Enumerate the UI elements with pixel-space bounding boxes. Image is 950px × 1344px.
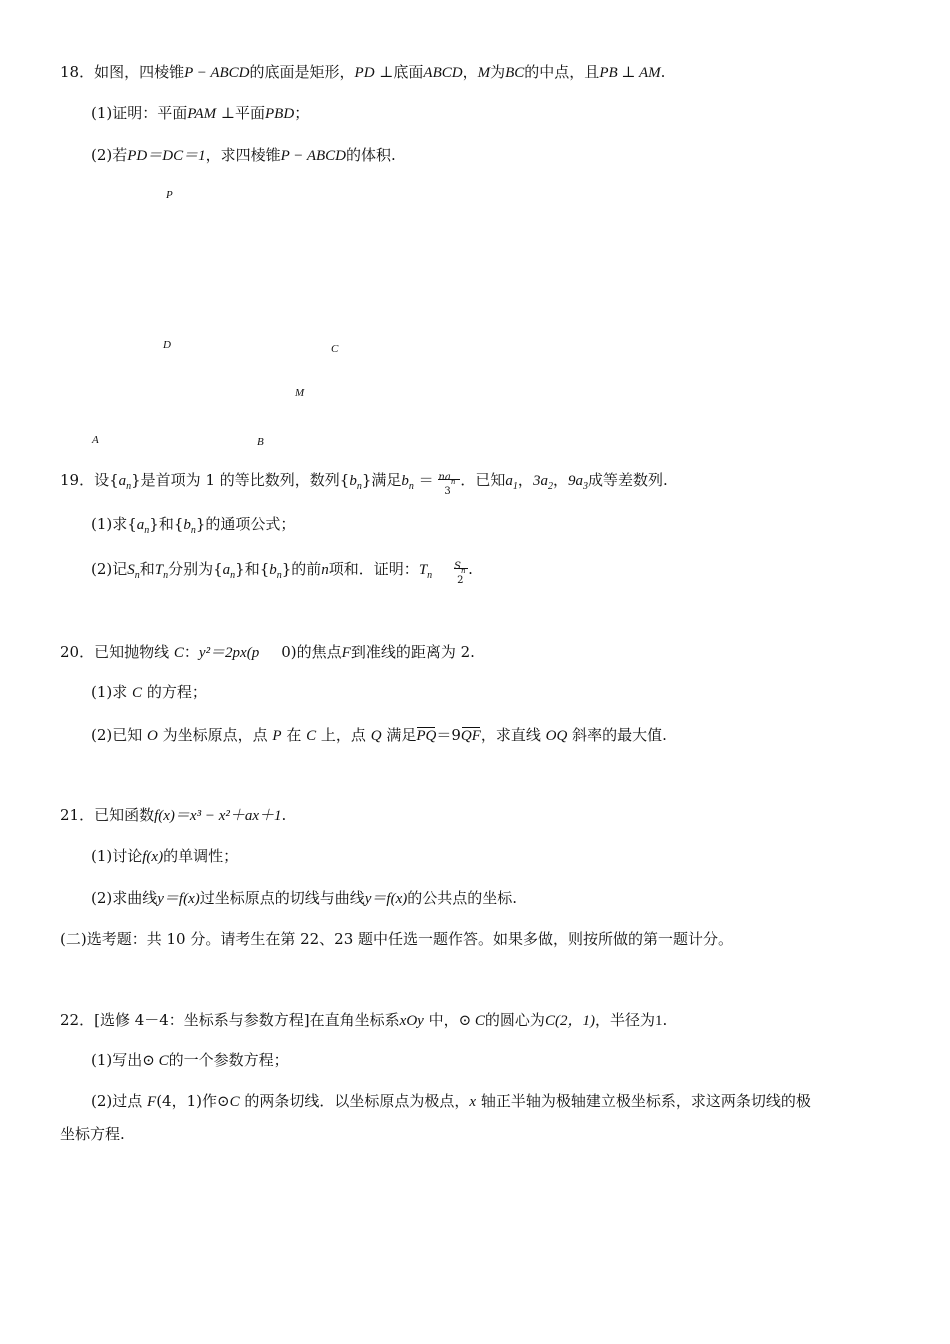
q20-p2-math: Q xyxy=(370,728,382,744)
q19-p2-sub: n xyxy=(163,570,169,581)
q20-p2-text: 在 xyxy=(281,726,307,744)
q18-part2 xyxy=(91,145,396,166)
q19-math: a xyxy=(118,473,127,489)
q20-p2-text: ，求直线 xyxy=(480,726,546,744)
q21-p2-math: y＝f(x) xyxy=(364,891,408,907)
q22-p1-text: 的一个参数方程； xyxy=(168,1051,289,1069)
q19-text: 设{ xyxy=(94,471,119,489)
q18-text: 的底面是矩形， xyxy=(249,63,355,81)
q19-math: 3a xyxy=(532,473,548,489)
q22-text: [选修 4－4：坐标系与参数方程]在直角坐标系 xyxy=(94,1011,400,1029)
q19-part2 xyxy=(91,559,473,586)
q18-part1 xyxy=(91,103,309,124)
q21-part1 xyxy=(91,846,238,867)
q19-text: ， xyxy=(517,471,533,489)
q22-p2-text: (4，1)作⊙ xyxy=(156,1092,230,1110)
q19-p2-sub: n xyxy=(134,570,140,581)
q21-p2-text: (2)求曲线 xyxy=(91,889,158,907)
q19-p2-math: n xyxy=(321,562,329,578)
q19-sub: n xyxy=(356,481,362,492)
q22-p2-math: C xyxy=(229,1094,240,1110)
q19-p2-text: 和 xyxy=(139,560,155,578)
q20-p2-text: 斜率的最大值. xyxy=(567,726,667,744)
q22-text: ，半径为 xyxy=(594,1011,655,1029)
q20-p2-math: O xyxy=(147,728,158,744)
q19-number: 19． xyxy=(60,471,95,489)
q18-part2-text: (2)若 xyxy=(91,146,128,164)
q19-sub: n xyxy=(408,481,414,492)
q20-text: 到准线的距离为 2. xyxy=(350,643,475,661)
q19-text: 成等差数列. xyxy=(587,471,668,489)
q19-p1-math: a xyxy=(136,517,145,533)
q19-p2-sub: n xyxy=(230,570,236,581)
q19-p1-text: }的通项公式； xyxy=(195,515,296,533)
q19-p2-sub: n xyxy=(276,570,282,581)
q18-stem xyxy=(60,62,665,83)
q20-math-eq: y²＝2px(p xyxy=(198,645,260,661)
q20-p2-vector-pq: PQ xyxy=(416,728,437,744)
q19-math: b xyxy=(401,473,409,489)
q19-stem xyxy=(60,470,668,497)
q20-p2-math: P xyxy=(272,728,282,744)
q19-p2-text: 分别为{ xyxy=(168,560,223,578)
q19-p2-frac-num-sub: n xyxy=(461,567,466,575)
q22-number: 22． xyxy=(60,1011,95,1029)
q18-text: ， xyxy=(462,63,478,81)
q18-math-pyramid: P − ABCD xyxy=(184,65,250,81)
q19-p1-sub: n xyxy=(144,525,150,536)
q22-text: . xyxy=(662,1011,668,1029)
q19-p2-frac-bar xyxy=(454,568,468,569)
q19-p2-text: }的前 xyxy=(281,560,322,578)
q22-part1 xyxy=(91,1050,289,1071)
q19-p2-frac-den: 2 xyxy=(457,575,464,586)
q18-text: 如图，四棱锥 xyxy=(94,63,185,81)
q21-number: 21． xyxy=(60,806,95,824)
q18-text: 底面 xyxy=(393,63,424,81)
q19-sub: 1 xyxy=(512,481,518,492)
q18-part1-text: ； xyxy=(294,104,310,122)
q18-math-pam: PAM xyxy=(187,106,217,122)
q22-math-circle: ⊙ C xyxy=(458,1013,485,1029)
q19-sub: 3 xyxy=(582,481,588,492)
q19-p2-fraction xyxy=(454,559,468,586)
q20-text: 0) xyxy=(281,643,297,661)
q20-p2-text: (2)已知 xyxy=(91,726,148,744)
q19-p2-math: b xyxy=(269,562,277,578)
q21-p1-text: (1)讨论 xyxy=(91,847,143,865)
q20-number: 20． xyxy=(60,643,95,661)
figure-label-m: M xyxy=(295,387,305,399)
q19-math: 9a xyxy=(567,473,583,489)
q22-p1-text: (1)写出 xyxy=(91,1051,143,1069)
q20-p2-text: 为坐标原点，点 xyxy=(157,726,273,744)
q19-p2-math: T xyxy=(418,562,428,578)
q22-p2-text: 轴正半轴为极轴建立极坐标系，求这两条切线的极 xyxy=(476,1092,811,1110)
q19-p2-math: a xyxy=(222,562,231,578)
q18-perp: ⊥ xyxy=(374,63,394,81)
q19-p2-text: . xyxy=(468,560,473,578)
q22-text: 的圆心为 xyxy=(484,1011,545,1029)
q18-number: 18． xyxy=(60,63,95,81)
q18-math-pbd: PBD xyxy=(265,106,295,122)
figure-label-d: D xyxy=(163,339,171,351)
q18-math-cond2: PD＝DC＝1 xyxy=(127,148,206,164)
q21-math-fx: f(x)＝x³ − x²＋ax＋1 xyxy=(154,808,282,824)
q18-text: 的中点，且 xyxy=(524,63,600,81)
q18-math-cond: PB ⊥ AM xyxy=(599,65,661,81)
q21-stem xyxy=(60,805,286,826)
q18-math-pyramid2: P − ABCD xyxy=(280,148,347,164)
q18-part1-text: ⊥平面 xyxy=(216,104,266,122)
q20-p2-text: ＝9 xyxy=(436,726,461,744)
q21-p2-math: y＝f(x) xyxy=(157,891,200,907)
q20-math: F xyxy=(341,645,351,661)
q19-math: b xyxy=(349,473,357,489)
q21-p2-text: 过坐标原点的切线与曲线 xyxy=(199,889,365,907)
q19-fraction xyxy=(438,470,460,497)
q18-math-pd: PD xyxy=(354,65,375,81)
q18-part2-text: 的体积. xyxy=(346,146,396,164)
q19-p2-math: T xyxy=(154,562,164,578)
q19-p1-math: b xyxy=(183,517,191,533)
q20-part2 xyxy=(91,725,667,746)
q20-stem xyxy=(60,642,475,663)
q21-text: 已知函数 xyxy=(94,806,155,824)
figure-label-b: B xyxy=(257,436,264,448)
q21-p1-math: f(x) xyxy=(142,849,164,865)
q18-part1-text: (1)证明：平面 xyxy=(91,104,188,122)
q20-part1 xyxy=(91,682,207,703)
q22-part2 xyxy=(91,1091,811,1112)
q18-part2-text: ，求四棱锥 xyxy=(205,146,281,164)
q19-frac-num-text: na xyxy=(438,472,451,483)
q20-p1-text: 的方程； xyxy=(142,683,207,701)
q19-p2-sub: n xyxy=(427,570,433,581)
q18-math-m: M xyxy=(477,65,491,81)
q19-text: }是首项为 1 的等比数列，数列{ xyxy=(131,471,350,489)
q19-frac-num-sub: n xyxy=(450,478,456,486)
q21-p1-text: 的单调性； xyxy=(163,847,239,865)
q22-p2-math: F xyxy=(147,1094,157,1110)
q22-math-center: C(2，1) xyxy=(544,1013,595,1029)
q19-eq: ＝ xyxy=(413,471,439,489)
q20-p1-text: (1)求 xyxy=(91,683,133,701)
q20-text: 已知抛物线 xyxy=(94,643,174,661)
q21-part2 xyxy=(91,888,517,909)
q22-text: 中， xyxy=(423,1011,459,1029)
q21-p2-text: 的公共点的坐标. xyxy=(407,889,518,907)
q20-p2-math: OQ xyxy=(545,728,568,744)
q22-p2-math: x xyxy=(469,1094,477,1110)
q19-p1-sub: n xyxy=(190,525,196,536)
q19-p2-text: 项和．证明： xyxy=(328,560,419,578)
q19-frac-bar xyxy=(438,479,460,480)
q19-text: }满足 xyxy=(361,471,402,489)
q22-math: xOy xyxy=(399,1013,424,1029)
q19-sub: 2 xyxy=(547,481,553,492)
q22-p1-math: ⊙ C xyxy=(142,1053,169,1069)
q19-p2-text: }和{ xyxy=(235,560,270,578)
q19-p2-frac-num-text: S xyxy=(454,561,462,572)
q22-part2-cont: 坐标方程. xyxy=(60,1125,125,1143)
q19-p2-text: (2)记 xyxy=(91,560,128,578)
q20-p2-text: 满足 xyxy=(381,726,417,744)
q19-sub: n xyxy=(126,481,132,492)
q19-math: a xyxy=(505,473,513,489)
q22-p2-text: 的两条切线．以坐标原点为极点， xyxy=(239,1092,470,1110)
q20-p2-vector-qf: QF xyxy=(460,728,481,744)
q20-p2-math: C xyxy=(306,728,317,744)
q19-text: ．已知 xyxy=(460,471,506,489)
figure-label-c: C xyxy=(331,343,339,355)
q20-p2-text: 上，点 xyxy=(316,726,371,744)
q22-p2-text: (2)过点 xyxy=(91,1092,148,1110)
q19-p1-text: }和{ xyxy=(149,515,184,533)
figure-label-p: P xyxy=(166,189,173,201)
q18-math-abcd: ABCD xyxy=(423,65,463,81)
q22-math-radius: 1 xyxy=(654,1013,663,1029)
q18-text: 为 xyxy=(490,63,506,81)
q18-math-bc: BC xyxy=(505,65,525,81)
q20-text: 的焦点 xyxy=(296,643,342,661)
q19-frac-den: 3 xyxy=(444,486,451,497)
q22-stem xyxy=(60,1010,667,1031)
q20-p1-math: C xyxy=(132,685,143,701)
q19-part1 xyxy=(91,514,295,535)
q20-math: C xyxy=(173,645,184,661)
q19-text: ， xyxy=(552,471,568,489)
q19-p2-math: S xyxy=(127,562,135,578)
optional-section-header: (二)选考题：共 10 分。请考生在第 22、23 题中任选一题作答。如果多做，则按所做的第一题计分。 xyxy=(60,930,734,948)
q20-text: ： xyxy=(183,643,199,661)
q19-p1-text: (1)求{ xyxy=(91,515,137,533)
q18-text: . xyxy=(660,63,666,81)
q21-text: . xyxy=(281,806,287,824)
figure-label-a: A xyxy=(92,434,99,446)
